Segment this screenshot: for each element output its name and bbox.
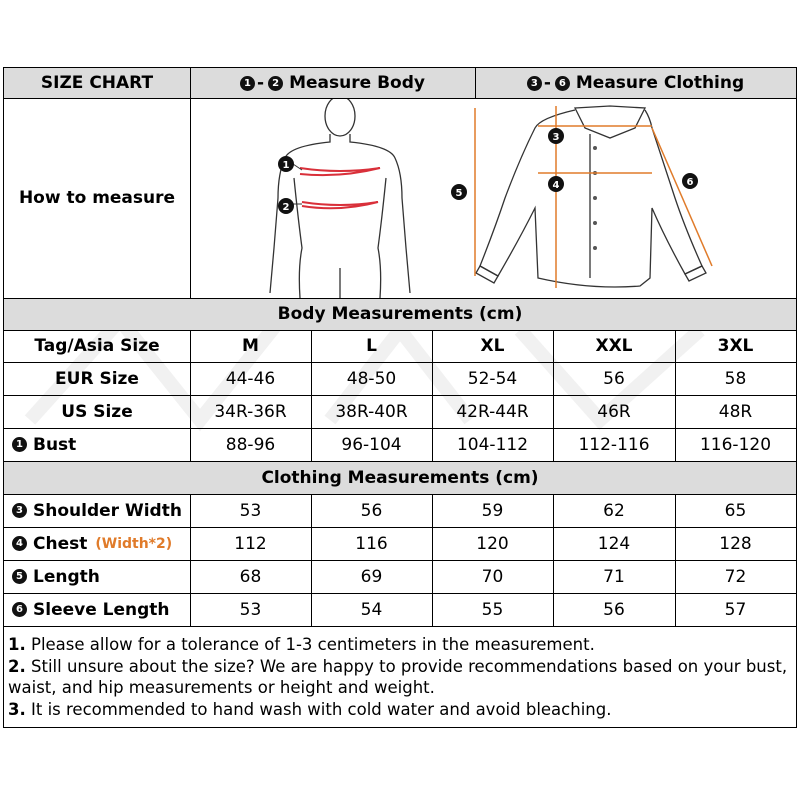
- divider: [4, 494, 796, 495]
- size-col-m: M: [242, 336, 259, 356]
- table-cell: 96-104: [341, 434, 402, 455]
- table-cell: 88-96: [225, 434, 276, 455]
- sleeve-length-label: [4, 593, 190, 626]
- size-col-xl: XL: [480, 336, 505, 356]
- badge-2: 2: [268, 76, 283, 91]
- divider: [432, 330, 433, 461]
- divider: [553, 330, 554, 461]
- sleeve-label-text: Sleeve Length: [33, 599, 170, 620]
- table-cell: 128: [719, 533, 752, 554]
- divider: [4, 98, 796, 99]
- divider: [190, 330, 191, 461]
- note-number: 3.: [8, 699, 26, 719]
- clothing-section-title: Clothing Measurements (cm): [261, 467, 539, 488]
- diagram-badge-6: 6: [686, 177, 694, 188]
- sleeve-badge: 6: [12, 602, 27, 617]
- bust-label-text: Bust: [33, 434, 77, 455]
- notes-section: [8, 634, 788, 720]
- table-cell: 44-46: [225, 368, 276, 389]
- note-number: 2.: [8, 656, 26, 676]
- divider: [675, 330, 676, 461]
- divider: [4, 461, 796, 462]
- length-label-text: Length: [33, 566, 100, 587]
- sizes-header-label: Tag/Asia Size: [34, 336, 160, 356]
- us-size-label: US Size: [61, 401, 133, 422]
- divider: [4, 362, 796, 363]
- how-to-measure-label: How to measure: [18, 188, 176, 208]
- badge-1: 1: [240, 76, 255, 91]
- divider: [4, 593, 796, 594]
- diagram-badge-4: 4: [552, 180, 560, 191]
- note-1: [8, 634, 788, 656]
- divider: [4, 298, 796, 299]
- divider: [4, 527, 796, 528]
- table-cell: 112-116: [578, 434, 650, 455]
- measure-clothing-heading: 3 - 6 Measure Clothing: [475, 68, 796, 98]
- chest-width-note: (Width*2): [95, 535, 173, 552]
- body-diagram: [190, 98, 475, 298]
- note-number: 1.: [8, 635, 26, 654]
- measure-body-label: Measure Body: [289, 73, 425, 93]
- size-col-3xl: 3XL: [717, 336, 754, 356]
- divider: [4, 428, 796, 429]
- table-cell: 70: [481, 566, 504, 587]
- table-cell: 68: [239, 566, 262, 587]
- diagram-badge-5: 5: [455, 188, 463, 199]
- table-cell: 42R-44R: [456, 401, 529, 422]
- body-section-title: Body Measurements (cm): [277, 304, 523, 324]
- table-cell: 56: [360, 500, 383, 521]
- chest-label-text: Chest: [33, 533, 88, 554]
- table-cell: 62: [603, 500, 625, 521]
- chest-label: [4, 527, 190, 560]
- divider: [4, 395, 796, 396]
- shoulder-badge: 3: [12, 503, 27, 518]
- table-cell: 71: [603, 566, 625, 587]
- table-cell: 54: [360, 599, 383, 620]
- size-col-l: L: [366, 336, 377, 356]
- divider: [190, 494, 191, 626]
- table-cell: 46R: [597, 401, 631, 422]
- table-cell: 120: [476, 533, 509, 554]
- table-cell: 65: [724, 500, 747, 521]
- size-chart-title: SIZE CHART: [40, 73, 154, 93]
- length-label: [4, 560, 190, 593]
- bust-badge: 1: [12, 437, 27, 452]
- table-cell: 53: [239, 500, 262, 521]
- shoulder-width-label: [4, 494, 190, 527]
- note-3: [8, 699, 788, 721]
- table-cell: 48R: [718, 401, 753, 422]
- table-cell: 34R-36R: [214, 401, 287, 422]
- badge-3: 3: [527, 76, 542, 91]
- chest-badge: 4: [12, 536, 27, 551]
- divider: [4, 330, 796, 331]
- bust-label: [4, 428, 190, 461]
- divider: [4, 560, 796, 561]
- divider: [311, 494, 312, 626]
- eur-size-label: EUR Size: [55, 368, 139, 389]
- table-cell: 56: [603, 368, 625, 389]
- table-cell: 58: [724, 368, 747, 389]
- table-cell: 57: [724, 599, 747, 620]
- shoulder-label-text: Shoulder Width: [33, 500, 182, 521]
- divider: [553, 494, 554, 626]
- diagram-badge-2: 2: [282, 202, 290, 213]
- divider: [311, 330, 312, 461]
- table-cell: 112: [234, 533, 267, 554]
- note-text: It is recommended to hand wash with cold water and avoid bleaching.: [31, 699, 612, 719]
- table-cell: 38R-40R: [335, 401, 408, 422]
- table-cell: 56: [603, 599, 625, 620]
- divider: [475, 68, 476, 98]
- table-cell: 59: [481, 500, 504, 521]
- divider: [675, 494, 676, 626]
- note-text: Still unsure about the size? We are happy to provide recommendations based on your bust, waist, and hip measurements or height and weight.: [8, 656, 788, 697]
- diagram-badge-3: 3: [552, 132, 560, 143]
- divider: [4, 626, 796, 627]
- note-2: [8, 656, 788, 699]
- table-cell: 104-112: [456, 434, 529, 455]
- table-cell: 72: [724, 566, 747, 587]
- table-cell: 52-54: [467, 368, 518, 389]
- table-cell: 116: [355, 533, 388, 554]
- divider: [190, 68, 191, 298]
- shirt-diagram: [440, 98, 770, 298]
- table-cell: 55: [481, 599, 504, 620]
- table-cell: 53: [239, 599, 262, 620]
- badge-6: 6: [555, 76, 570, 91]
- length-badge: 5: [12, 569, 27, 584]
- table-cell: 116-120: [699, 434, 772, 455]
- divider: [432, 494, 433, 626]
- diagram-badge-1: 1: [282, 160, 290, 171]
- size-col-xxl: XXL: [595, 336, 633, 356]
- measure-clothing-label: Measure Clothing: [575, 73, 745, 93]
- note-text: Please allow for a tolerance of 1-3 centimeters in the measurement.: [31, 635, 595, 654]
- table-cell: 48-50: [346, 368, 397, 389]
- table-cell: 69: [360, 566, 383, 587]
- measure-body-heading: 1 - 2 Measure Body: [190, 68, 475, 98]
- table-cell: 124: [597, 533, 631, 554]
